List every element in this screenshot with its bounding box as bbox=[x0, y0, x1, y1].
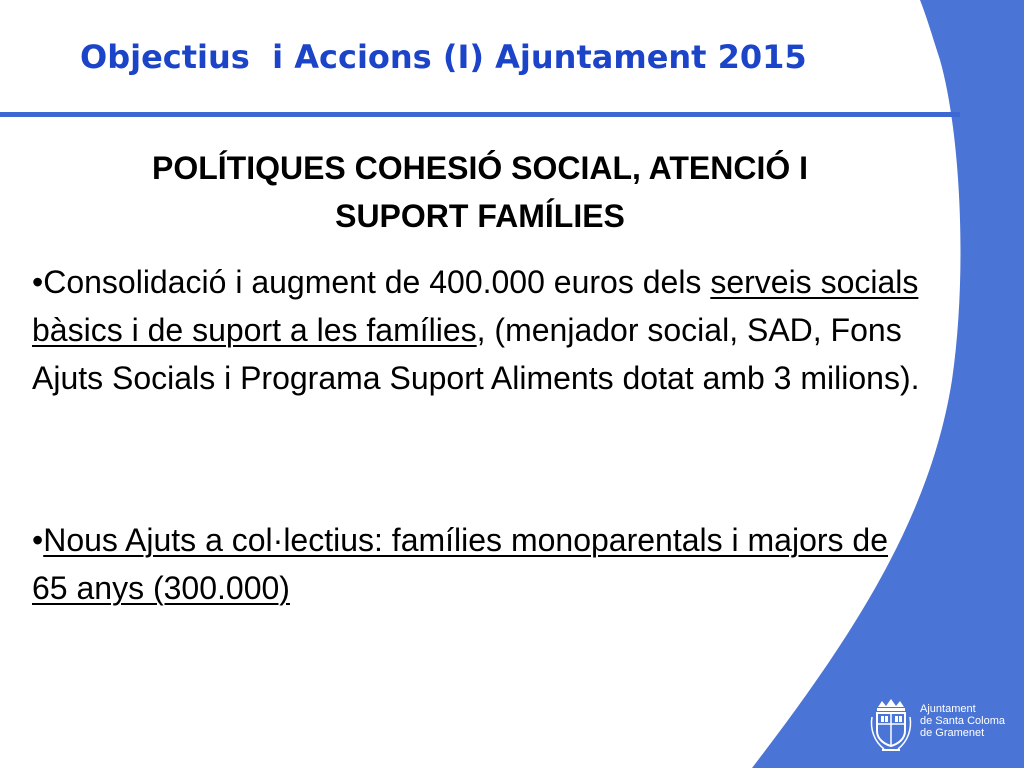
bullet-text-continued: , (menjador social, SAD, Fons Ajuts Socials i Programa Suport Aliments dotat amb 3 milions). bbox=[32, 312, 920, 396]
bullet-item bbox=[32, 516, 932, 612]
bullet-underlined-text: serveis socials bàsics i de suport a les famílies bbox=[32, 264, 919, 348]
section-heading-line-2: SUPORT FAMÍLIES bbox=[335, 198, 625, 234]
section-heading-line-1: POLÍTIQUES COHESIÓ SOCIAL, ATENCIÓ I bbox=[151, 150, 809, 186]
title-divider bbox=[0, 112, 960, 117]
city-crest-icon bbox=[868, 697, 914, 753]
slide-title: Objectius i Accions (I) Ajuntament 2015 bbox=[80, 38, 807, 76]
city-council-logo bbox=[868, 697, 1018, 757]
bullet-text: •Consolidació i augment de 400.000 euros dels bbox=[32, 264, 711, 300]
logo-line: Ajuntament bbox=[920, 703, 976, 715]
logo-caption bbox=[920, 703, 1005, 739]
bullet-underlined-text: Nous Ajuts a col·lectius: famílies monoparentals i majors de 65 anys (300.000) bbox=[32, 522, 889, 606]
section-heading bbox=[0, 144, 960, 240]
bullet-item bbox=[32, 258, 932, 402]
logo-line: de Santa Coloma bbox=[920, 715, 1005, 727]
logo-line: de Gramenet bbox=[920, 727, 985, 739]
bullet-text: • bbox=[32, 522, 44, 558]
